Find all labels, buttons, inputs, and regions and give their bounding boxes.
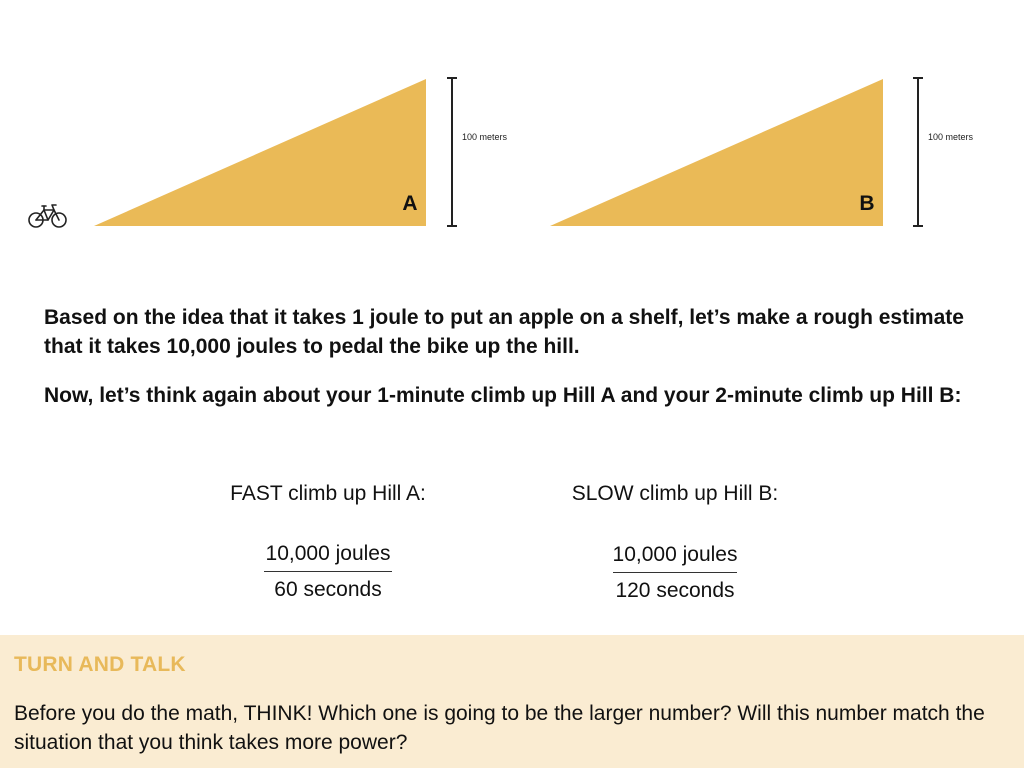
fraction-bar [613,572,737,573]
turn-and-talk-title: TURN AND TALK [14,653,186,676]
hills-diagram [0,0,1024,260]
fast-climb-fraction [247,540,409,604]
height-marker-b [913,78,923,226]
slow-climb-fraction [594,541,756,605]
height-label-b: 100 meters [928,132,974,142]
slow-climb-numerator: 10,000 joules [612,543,738,566]
height-label-a: 100 meters [462,132,508,142]
fraction-bar [264,571,392,572]
climb-comparison-paragraph: Now, let’s think again about your 1-minute climb up Hill A and your 2-minute climb up Hill B: [44,384,962,407]
slow-climb-label: SLOW climb up Hill B: [571,482,779,505]
fast-climb-label: FAST climb up Hill A: [230,482,426,505]
fast-climb-denominator: 60 seconds [274,578,382,601]
turn-and-talk-callout [0,635,1024,768]
fast-climb-numerator: 10,000 joules [265,542,391,565]
hill-a-letter: A [402,192,418,215]
hill-b-letter: B [859,192,875,215]
slow-climb-denominator: 120 seconds [615,579,735,602]
apple-joule-paragraph: Based on the idea that it takes 1 joule to put an apple on a shelf, let’s make a rough estimate that it takes 10,000 joules to pedal the bike up the hill. [44,306,964,358]
turn-and-talk-body: Before you do the math, THINK! Which one is going to be the larger number? Will this number match the situation that you think takes more power? [14,702,985,754]
hill-a-shape [94,79,426,226]
height-marker-a [447,78,457,226]
bicycle-icon [29,205,66,227]
hill-b-shape [550,79,883,226]
